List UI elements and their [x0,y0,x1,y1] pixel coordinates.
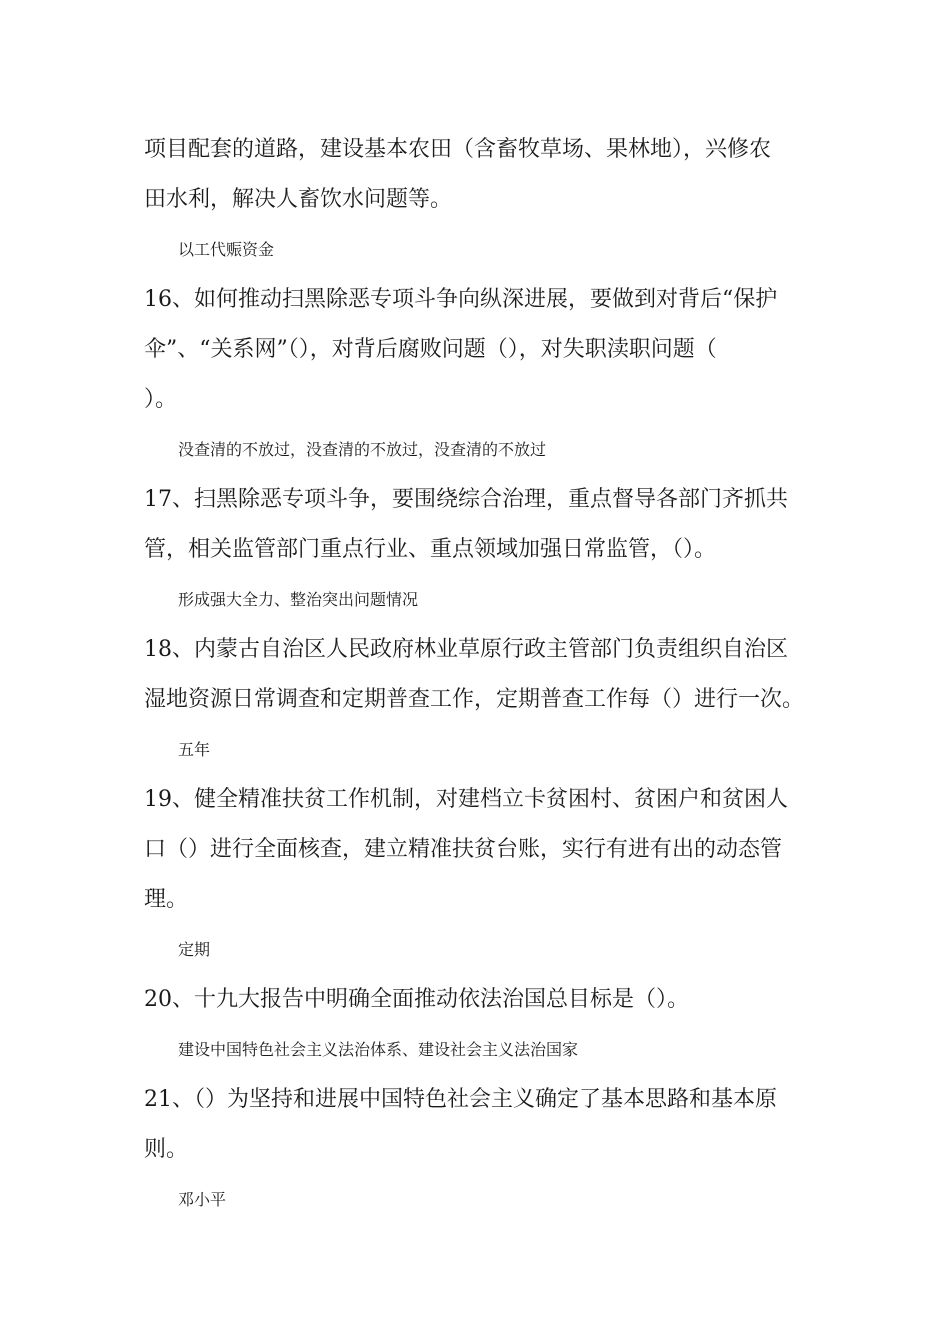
question-19: 19、健全精准扶贫工作机制，对建档立卡贫困村、贫困户和贫困人 [144,787,788,812]
question-16: 16、如何推动扫黑除恶专项斗争向纵深进展，要做到对背后“保护 [144,287,778,312]
question-17: 17、扫黑除恶专项斗争，要围绕综合治理，重点督导各部门齐抓共 [144,487,788,512]
document-body [144,125,808,1225]
question-18: 18、内蒙古自治区人民政府林业草原行政主管部门负责组织自治区 [144,637,788,662]
question-line: 田水利，解决人畜饮水问题等。 [144,187,453,212]
answer-line: 以工代赈资金 [178,240,275,259]
answer-17: 形成强大全力、整治突出问题情况 [178,590,419,609]
question-line: 伞”、“关系网”（），对背后腐败问题（），对失职渎职问题（ [144,337,717,362]
question-line: 理。 [144,887,189,912]
answer-18: 五年 [178,740,211,759]
question-line: 管，相关监管部门重点行业、重点领域加强日常监管，（）。 [144,537,717,562]
answer-19: 定期 [178,940,211,959]
question-line: 口（）进行全面核查，建立精准扶贫台账，实行有进有出的动态管 [144,837,783,862]
answer-21: 邓小平 [178,1190,227,1209]
answer-16: 没查清的不放过，没查清的不放过，没查清的不放过 [178,440,547,459]
question-21: 21、（）为坚持和进展中国特色社会主义确定了基本思路和基本原 [144,1087,777,1112]
question-line: 项目配套的道路，建设基本农田（含畜牧草场、果林地），兴修农 [144,137,772,162]
question-line: 则。 [144,1137,189,1162]
question-line: ）。 [144,387,178,412]
answer-20: 建设中国特色社会主义法治体系、建设社会主义法治国家 [178,1040,579,1059]
question-20: 20、十九大报告中明确全面推动依法治国总目标是（）。 [144,987,689,1012]
question-line: 湿地资源日常调查和定期普查工作，定期普查工作每（）进行一次。 [144,687,805,712]
